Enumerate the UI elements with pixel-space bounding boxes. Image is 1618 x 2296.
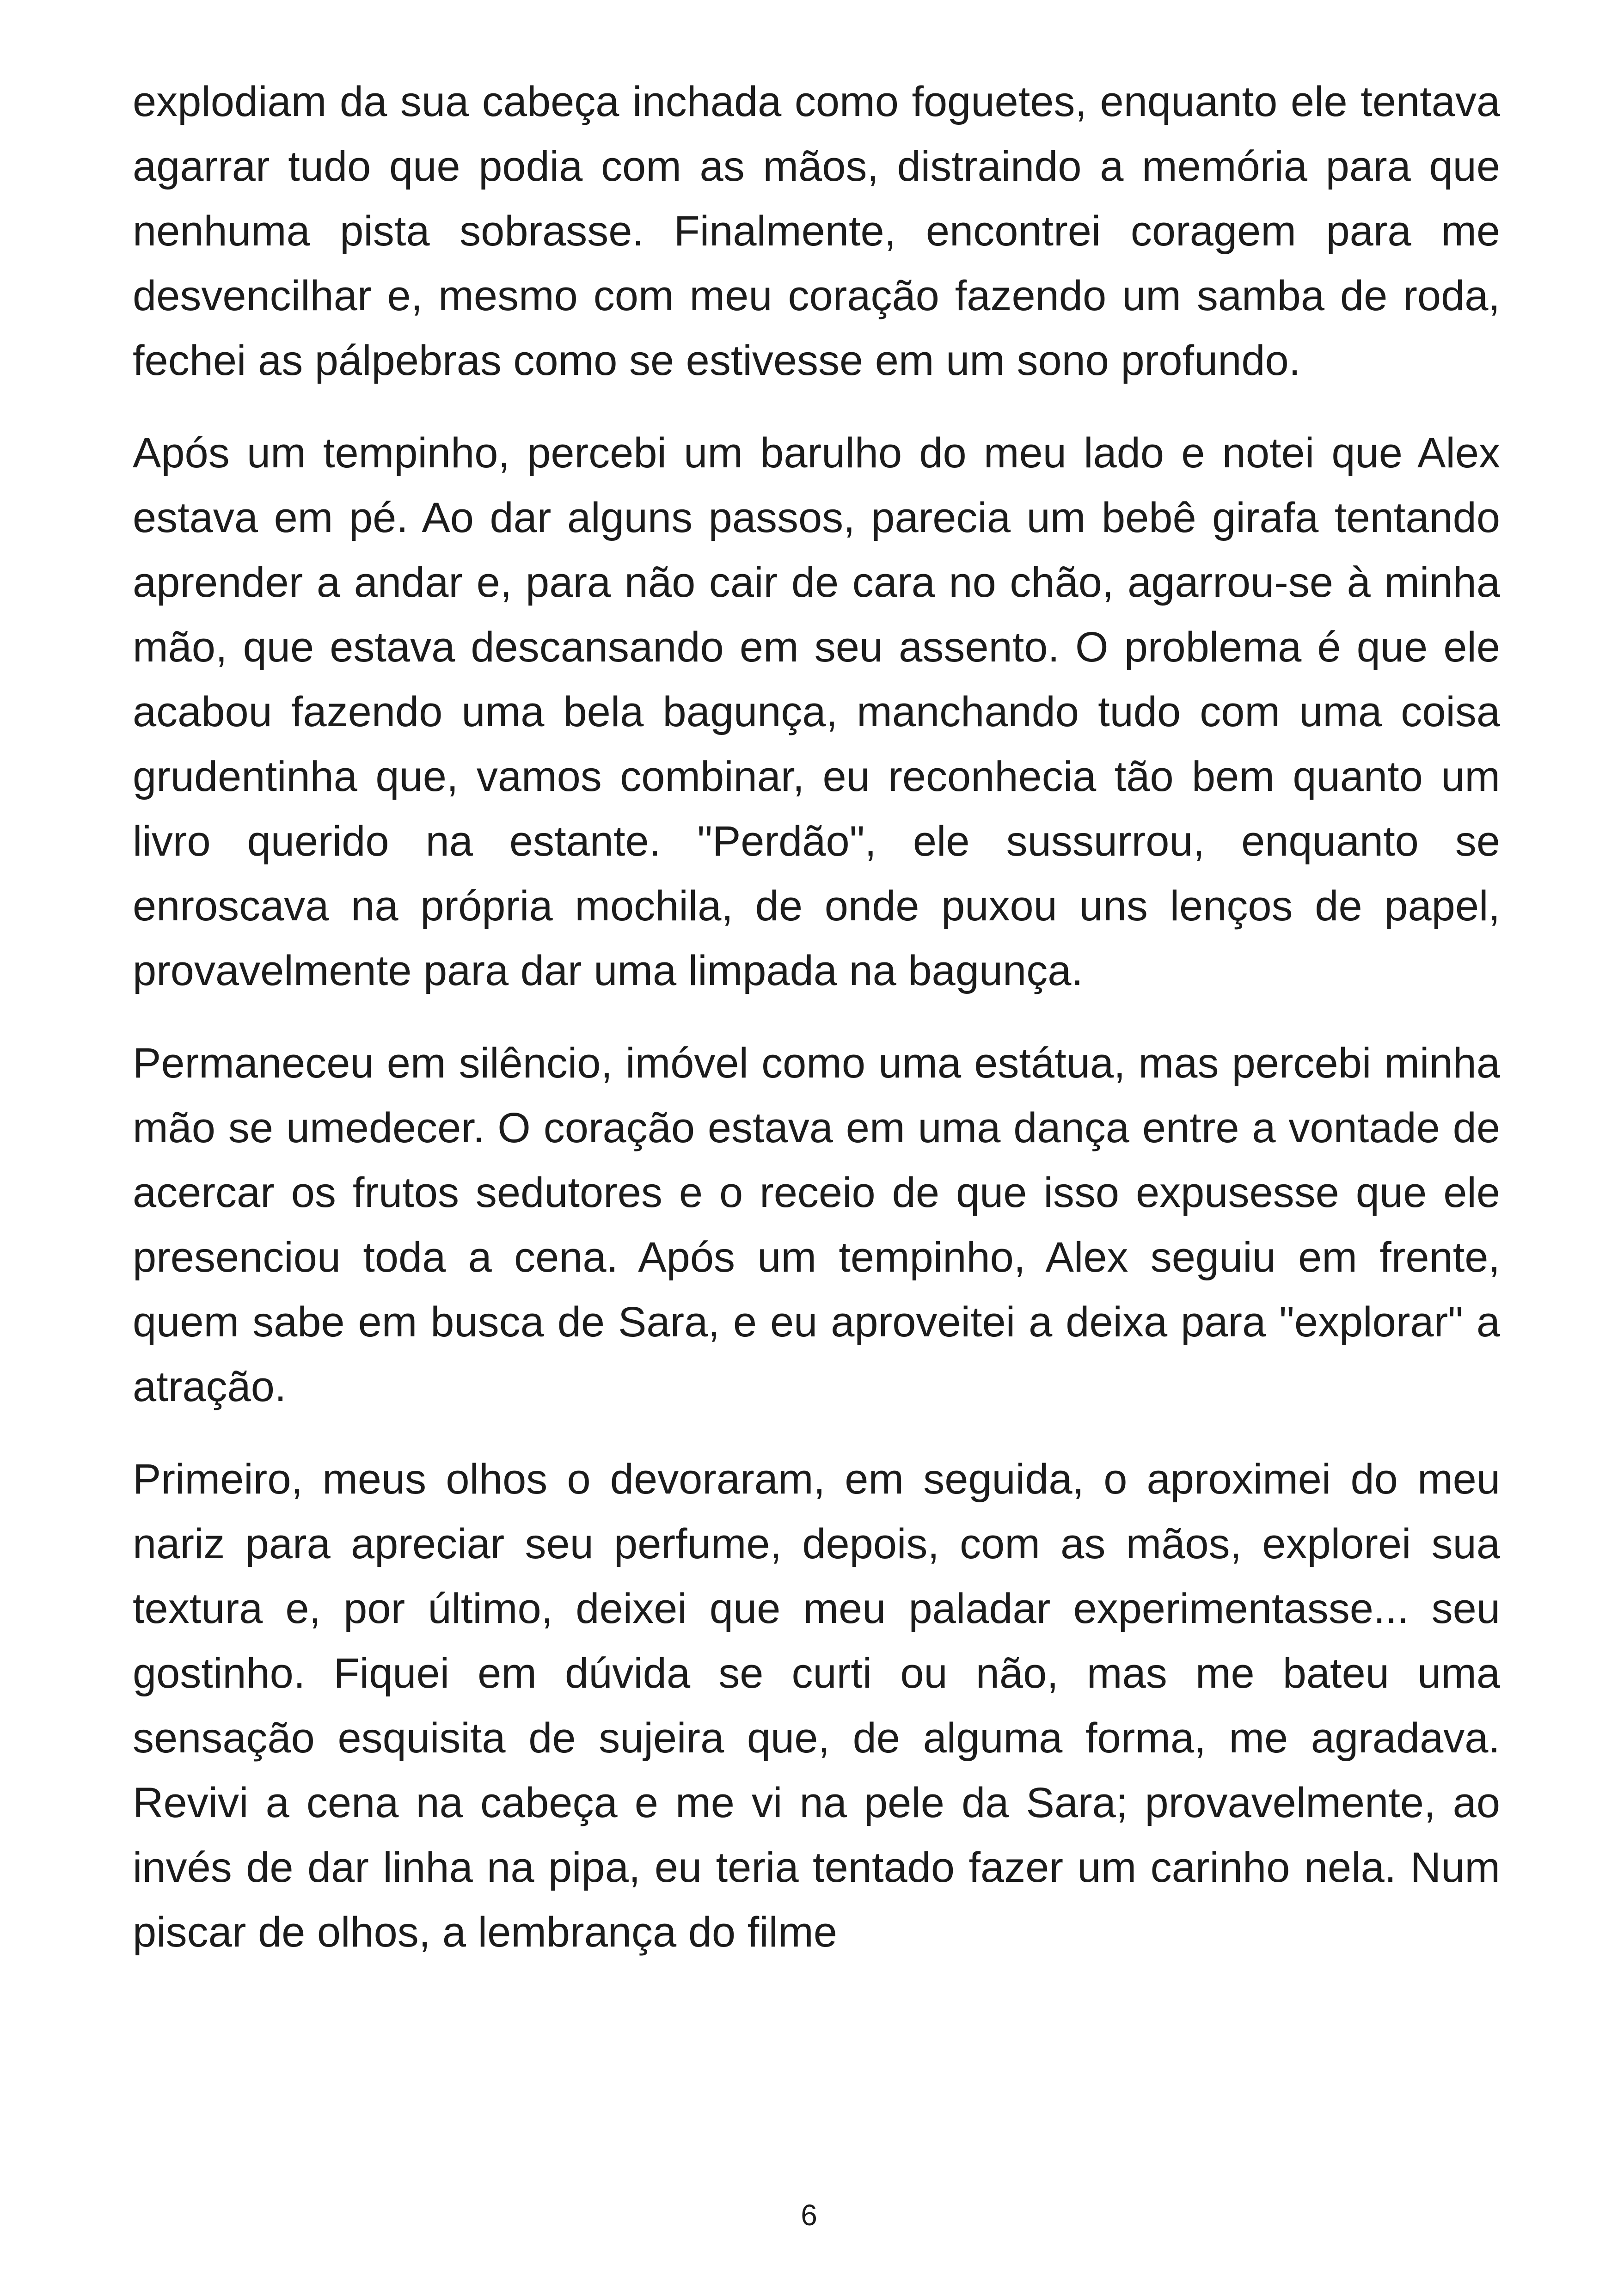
paragraph-1: explodiam da sua cabeça inchada como foguetes, enquanto ele tentava agarrar tudo que podia com as mãos, distraindo a memória para que nenhuma pista sobrasse. Finalmente, encontrei coragem para me desvencilhar e, mesmo com meu coração fazendo um samba de roda, fechei as pálpebras como se estivesse em um sono profundo.: [133, 78, 1500, 384]
paragraph-4: Primeiro, meus olhos o devoraram, em seguida, o aproximei do meu nariz para apreciar seu perfume, depois, com as mãos, explorei sua textura e, por último, deixei que meu paladar experimentasse... seu gostinho. Fiquei em dúvida se curti ou não, mas me bateu uma sensação esquisita de sujeira que, de alguma forma, me agradava. Revivi a cena na cabeça e me vi na pele da Sara; provavelmente, ao invés de dar linha na pipa, eu teria tentado fazer um carinho nela. Num piscar de olhos, a lembrança do filme: [133, 1456, 1500, 1956]
body-text: [133, 69, 1500, 1992]
paragraph-2: Após um tempinho, percebi um barulho do meu lado e notei que Alex estava em pé. Ao dar alguns passos, parecia um bebê girafa tentando aprender a andar e, para não cair de cara no chão, agarrou-se à minha mão, que estava descansando em seu assento. O problema é que ele acabou fazendo uma bela bagunça, manchando tudo com uma coisa grudentinha que, vamos combinar, eu reconhecia tão bem quanto um livro querido na estante. "Perdão", ele sussurrou, enquanto se enroscava na própria mochila, de onde puxou uns lenços de papel, provavelmente para dar uma limpada na bagunça.: [133, 429, 1500, 994]
paragraph-3: Permaneceu em silêncio, imóvel como uma estátua, mas percebi minha mão se umedecer. O coração estava em uma dança entre a vontade de acercar os frutos sedutores e o receio de que isso expusesse que ele presenciou toda a cena. Após um tempinho, Alex seguiu em frente, quem sabe em busca de Sara, e eu aproveitei a deixa para "explorar" a atração.: [133, 1040, 1500, 1410]
page-number: 6: [801, 2198, 817, 2232]
